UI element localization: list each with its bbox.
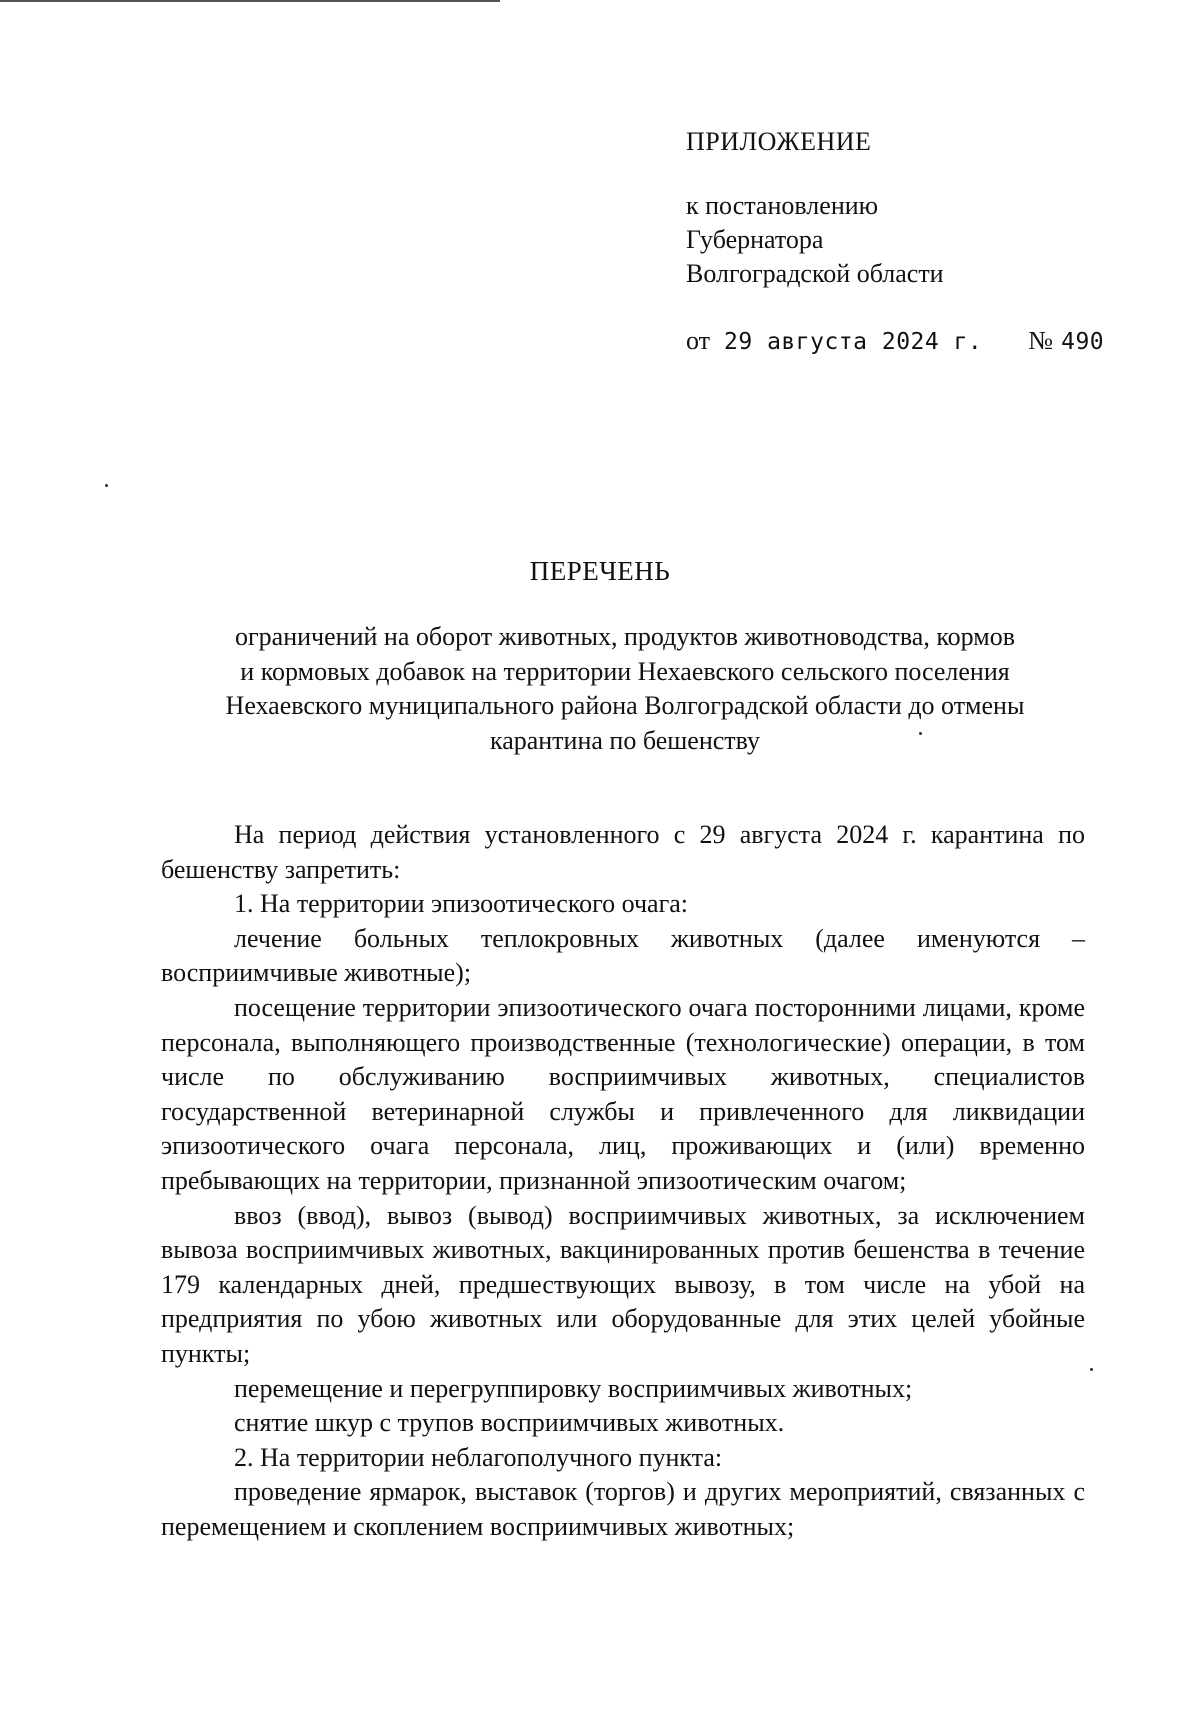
restriction-item: лечение больных теплокровных животных (далее именуются – восприимчивые животные);: [161, 923, 1085, 988]
scan-speck: [919, 732, 922, 735]
document-subtitle: [165, 620, 1085, 758]
date-prefix: от: [686, 326, 711, 355]
section-heading-2: 2. На территории неблагополучного пункта:: [234, 1442, 723, 1472]
restriction-item: проведение ярмарок, выставок (торгов) и других мероприятий, связанных с перемещением и скоплением восприимчивых животных;: [161, 1477, 1085, 1541]
subtitle-line: Нехаевского муниципального района Волгоградской области до отмены: [225, 691, 1025, 720]
subtitle-line: ограничений на оборот животных, продуктов животноводства, кормов: [235, 622, 1015, 651]
section-heading-1: 1. На территории эпизоотического очага:: [234, 889, 689, 919]
appendix-line-decree: к постановлению: [686, 191, 879, 220]
scan-speck: [1090, 1368, 1093, 1371]
appendix-line-region: Волгоградской области: [686, 259, 944, 288]
top-border-line: [0, 0, 500, 2]
number-sign: №: [1028, 326, 1054, 355]
subtitle-line: и кормовых добавок на территории Нехаевского сельского поселения: [240, 656, 1010, 686]
decree-date-number: [686, 326, 1104, 356]
appendix-title: ПРИЛОЖЕНИЕ: [686, 127, 872, 156]
scan-speck: [105, 484, 108, 487]
restriction-item: снятие шкур с трупов восприимчивых животных.: [234, 1408, 785, 1438]
subtitle-line: карантина по бешенству: [489, 725, 761, 755]
intro-paragraph: На период действия установленного с 29 августа 2024 г. карантина по бешенству запретить:: [161, 820, 1085, 884]
restriction-item: посещение территории эпизоотического очага посторонними лицами, кроме персонала, выполняющего производственные (технологические) операции, в том числе по обслуживанию восприимчивых животных, специалистов государственной ветеринарной службы и привлеченного для ликвидации эпизоотического очага персонала, лиц, проживающих и (или) временно пребывающих на территории, признанной эпизоотическим очагом;: [161, 992, 1085, 1195]
restriction-item: перемещение и перегруппировку восприимчивых животных;: [234, 1373, 913, 1403]
appendix-block: [686, 125, 944, 291]
appendix-line-governor: Губернатора: [686, 225, 824, 254]
document-title: ПЕРЕЧЕНЬ: [529, 556, 671, 586]
document-body: [161, 818, 1085, 1544]
decree-date: 29 августа 2024 г.: [724, 329, 983, 355]
restriction-item: ввоз (ввод), вывоз (вывод) восприимчивых животных, за исключением вывоза восприимчивых животных, вакцинированных против бешенства в течение 179 календарных дней, предшествующих вывозу, в том числе на убой на предприятия по убою животных или оборудованные для этих целей убойные пункты;: [161, 1200, 1085, 1368]
decree-number: 490: [1061, 329, 1105, 355]
